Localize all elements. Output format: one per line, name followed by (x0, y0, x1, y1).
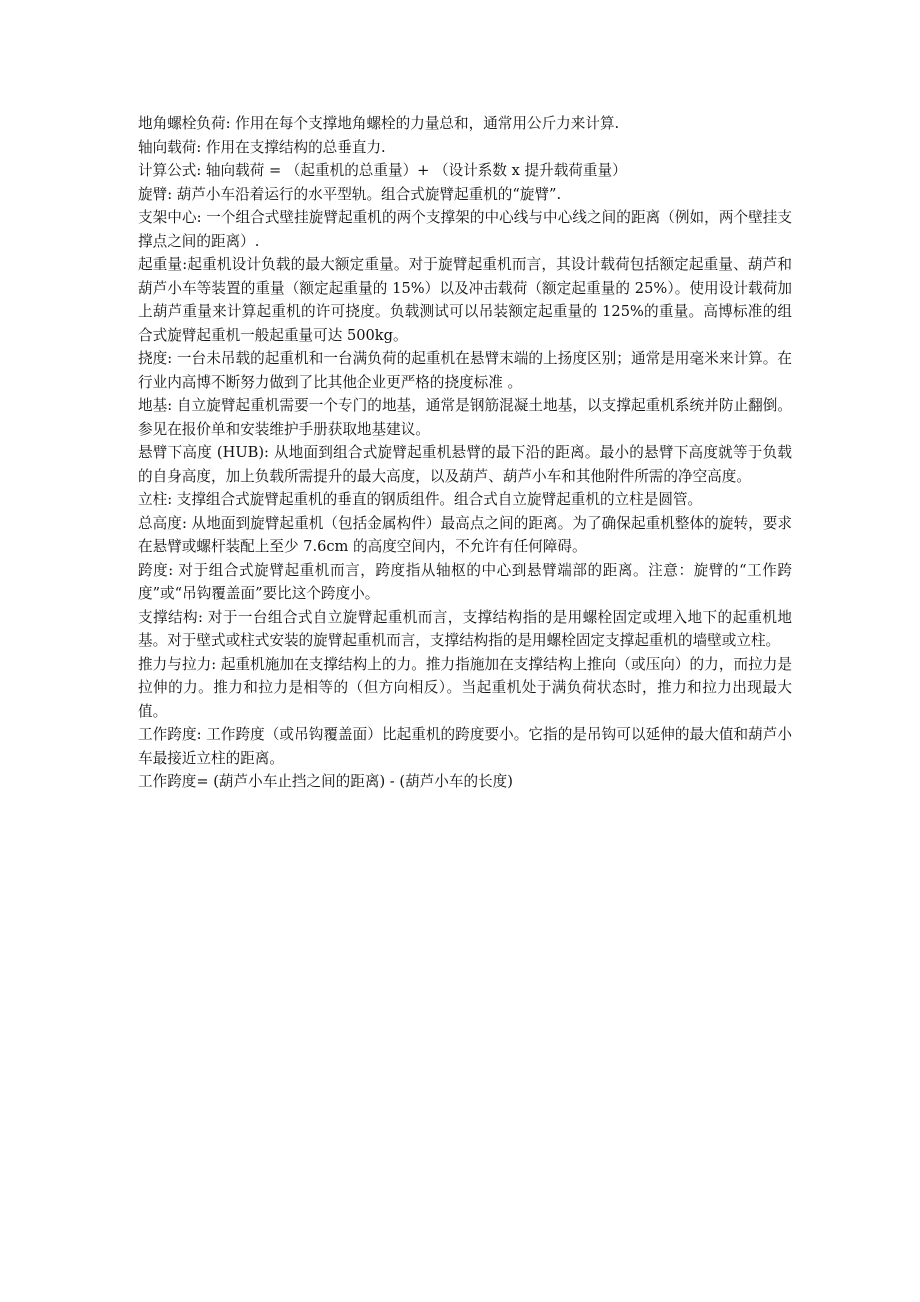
paragraph-axial-load: 轴向载荷: 作用在支撑结构的总垂直力. (138, 138, 386, 156)
paragraph-push-pull: 推力与拉力: 起重机施加在支撑结构上的力。推力指施加在支撑结构上推向（或压向）的力，而拉力是拉伸的力。推力和拉力是相等的（但方向相反）。当起重机处于满负荷状态时，推力和拉力出现最大值。 (138, 655, 792, 720)
paragraph-support-structure: 支撑结构: 对于一台组合式自立旋臂起重机而言，支撑结构指的是用螺栓固定或埋入地下的起重机地基。对于壁式或柱式安装的旋臂起重机而言，支撑结构指的是用螺栓固定支撑起重机的墙壁或立柱。 (138, 608, 792, 649)
paragraph-working-span: 工作跨度: 工作跨度（或吊钩覆盖面）比起重机的跨度要小。它指的是吊钩可以延伸的最大值和葫芦小车最接近立柱的距离。 (138, 726, 792, 767)
paragraph-working-span-formula: 工作跨度= (葫芦小车止挡之间的距离) - (葫芦小车的长度) (138, 773, 513, 790)
paragraph-anchor-bolt-load: 地角螺栓负荷: 作用在每个支撑地角螺栓的力量总和，通常用公斤力来计算. (138, 115, 620, 132)
document-body (138, 112, 792, 794)
paragraph-bracket-center: 支架中心: 一个组合式壁挂旋臂起重机的两个支撑架的中心线与中心线之间的距离（例如，两个壁挂支撑点之间的距离）. (138, 209, 792, 250)
paragraph-formula: 计算公式: 轴向载荷 = （起重机的总重量）+ （设计系数 x 提升载荷重量） (138, 162, 627, 179)
paragraph-foundation: 地基: 自立旋臂起重机需要一个专门的地基，通常是钢筋混凝土地基，以支撑起重机系统并防止翻倒。参见在报价单和安装维护手册获取地基建议。 (138, 397, 792, 438)
paragraph-deflection: 挠度: 一台未吊载的起重机和一台满负荷的起重机在悬臂末端的上扬度区别；通常是用毫米来计算。在行业内高博不断努力做到了比其他企业更严格的挠度标准 。 (138, 350, 792, 391)
paragraph-overall-height: 总高度: 从地面到旋臂起重机（包括金属构件）最高点之间的距离。为了确保起重机整体的旋转，要求在悬臂或螺杆装配上至少 7.6cm 的高度空间内，不允许有任何障碍。 (138, 514, 792, 555)
paragraph-mast: 立柱: 支撑组合式旋臂起重机的垂直的钢质组件。组合式自立旋臂起重机的立柱是圆管。 (138, 491, 703, 508)
paragraph-span: 跨度: 对于组合式旋臂起重机而言，跨度指从轴枢的中心到悬臂端部的距离。注意：旋臂的“工作跨度”或“吊钩覆盖面”要比这个跨度小。 (138, 561, 792, 602)
paragraph-capacity: 起重量:起重机设计负载的最大额定重量。对于旋臂起重机而言，其设计载荷包括额定起重量、葫芦和葫芦小车等装置的重量（额定起重量的 15%）以及冲击载荷（额定起重量的 25%）。使用设计载荷加上葫芦重量来计算起重机的许可挠度。负载测试可以吊装额定起重量的 125%的重量。高博标准的组合式旋臂起重机一般起重量可达 500kg。 (138, 256, 792, 344)
paragraph-boom: 旋臂: 葫芦小车沿着运行的水平型轨。组合式旋臂起重机的“旋臂”. (138, 185, 562, 203)
paragraph-height-under-boom: 悬臂下高度 (HUB): 从地面到组合式旋臂起重机悬臂的最下沿的距离。最小的悬臂下高度就等于负载的自身高度，加上负载所需提升的最大高度，以及葫芦、葫芦小车和其他附件所需的净空高度。 (138, 444, 792, 485)
